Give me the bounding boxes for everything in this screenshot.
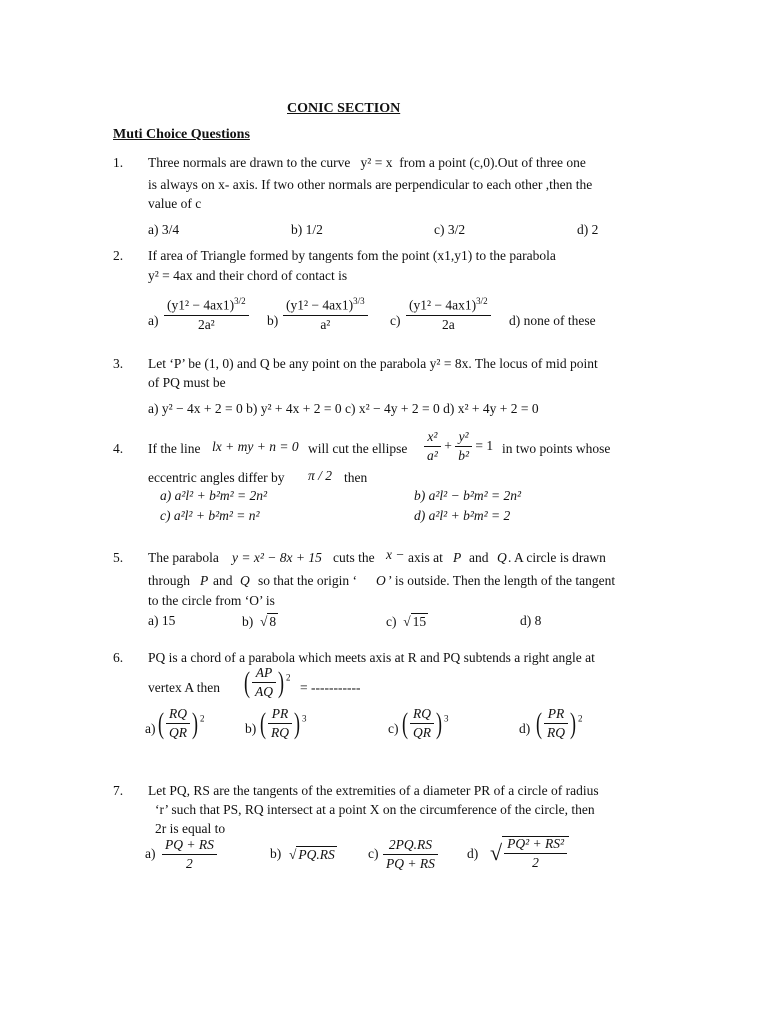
numerator: 2PQ.RS: [383, 838, 438, 855]
exponent: 2: [578, 713, 583, 724]
option-d-label: d): [519, 721, 531, 736]
question-text-line: value of c: [148, 196, 202, 211]
option-b-formula: √ PQ.RS: [289, 847, 335, 862]
option-a-label: a): [145, 721, 156, 736]
fraction: [424, 430, 441, 463]
equation-part: = 1: [475, 437, 494, 453]
question-text-part: ’ is outside. Then the length of the tangent: [388, 573, 616, 588]
point-p: P: [453, 550, 462, 565]
numerator: RQ: [410, 707, 434, 724]
option-c-formula: [406, 297, 491, 332]
option-c: c) 3/2: [434, 222, 466, 237]
option-c-formula: [383, 838, 438, 871]
exponent: 3: [302, 713, 307, 724]
fraction: [283, 297, 368, 332]
ellipse-equation: $\frac{\text{x²}}{\text{a²}}$ + $\frac{\text{y²}}{\text{b²}}$ = 1: [424, 430, 493, 463]
question-text-part: through: [148, 573, 190, 588]
question-text-part: The parabola: [148, 550, 219, 565]
denominator: 2a: [441, 316, 455, 332]
option-a-label: a): [145, 846, 156, 861]
question-text-part: in two points whose: [502, 441, 611, 456]
question-text-line: 2r is equal to: [155, 821, 226, 836]
question-text-line: Let ‘P’ be (1, 0) and Q be any point on the parabola y² = 8x. The locus of mid point: [148, 356, 598, 371]
question-text-part: Three normals are drawn to the curve: [148, 155, 351, 170]
option-c-label: c): [390, 313, 401, 328]
numerator: (y1² − 4ax1): [286, 297, 354, 313]
option-a: a) a²l² + b²m² = 2n²: [160, 488, 268, 503]
question-text-part: will cut the ellipse: [308, 441, 408, 456]
exponent: 2: [200, 713, 205, 724]
fraction: [544, 707, 568, 740]
option-d-label: d): [467, 846, 479, 861]
fraction: [166, 707, 190, 740]
point-q: Q: [497, 550, 507, 565]
question-text-part: vertex A then: [148, 680, 220, 695]
question-number: 4.: [113, 441, 124, 456]
equation: lx + my + n = 0: [212, 439, 299, 454]
option-b-label: b): [267, 313, 279, 328]
question-text-line: y² = 4ax and their chord of contact is: [148, 268, 348, 283]
option-b-label: b): [270, 846, 282, 861]
section-subtitle: Muti Choice Questions: [113, 127, 250, 142]
option-label: b): [242, 614, 254, 629]
option-a: a) 15: [148, 613, 176, 628]
option-b: b) a²l² − b²m² = 2n²: [414, 488, 522, 503]
denominator: a²: [427, 448, 438, 464]
question-number: 6.: [113, 650, 124, 665]
question-text: [148, 155, 586, 171]
fraction: [164, 297, 249, 332]
numerator: RQ: [166, 707, 190, 724]
radicand: PQ.RS: [298, 847, 335, 862]
question-text-line: ‘r’ such that PS, RQ intersect at a point X on the circumference of the circle, then: [155, 802, 595, 817]
question-text-part: If the line: [148, 441, 201, 456]
numerator: y²: [455, 430, 472, 447]
equation: y² = x: [360, 155, 393, 170]
origin-o: O: [376, 573, 386, 588]
question-number: 5.: [113, 550, 124, 565]
point-p: P: [200, 573, 209, 588]
option-d-formula: ( $\frac{PR}{RQ}$ ) $^2$: [536, 706, 583, 741]
option-b: b) √ 8: [242, 614, 277, 629]
fraction: [268, 707, 292, 740]
option-a-formula: ( $\frac{RQ}{QR}$ ) $^2$: [158, 706, 205, 741]
question-text-line: to the circle from ‘O’ is: [148, 593, 275, 608]
question-text-part: . A circle is drawn: [508, 550, 606, 565]
question-text-line: PQ is a chord of a parabola which meets axis at R and PQ subtends a right angle at: [148, 650, 595, 665]
denominator: 2: [186, 856, 193, 872]
option-d: d) a²l² + b²m² = 2: [414, 508, 511, 523]
denominator: RQ: [271, 725, 289, 741]
option-b-formula: ( $\frac{PR}{RQ}$ ) $^3$: [260, 706, 307, 741]
exponent: 3: [444, 713, 449, 724]
numerator: PQ² + RS²: [504, 837, 567, 854]
numerator: PR: [268, 707, 292, 724]
question-text-part: and: [469, 550, 489, 565]
radicand: 8: [269, 614, 277, 629]
exponent: 3/2: [476, 296, 488, 306]
question-text-part: from a point (c,0).Out of three one: [399, 155, 586, 170]
equation: π / 2: [308, 468, 333, 483]
option-d: d) none of these: [509, 313, 596, 328]
question-text-line: of PQ must be: [148, 375, 226, 390]
options-line: a) y² − 4x + 2 = 0 b) y² + 4x + 2 = 0 c) x² − 4y + 2 = 0 d) x² + 4y + 2 = 0: [148, 401, 539, 416]
equation: y = x² − 8x + 15: [232, 550, 322, 565]
equation-blank: = -----------: [300, 680, 361, 695]
question-text-line: is always on x- axis. If two other normals are perpendicular to each other ,then the: [148, 177, 593, 192]
exponent: 3/3: [353, 296, 365, 306]
point-q: Q: [240, 573, 250, 588]
option-d: d) 2: [577, 222, 599, 237]
question-text-part: eccentric angles differ by: [148, 470, 285, 485]
denominator: PQ + RS: [386, 856, 435, 872]
option-c: c) √ 15: [386, 614, 427, 629]
option-a: a) 3/4: [148, 222, 180, 237]
option-a-label: a): [148, 313, 159, 328]
question-text-line: Let PQ, RS are the tangents of the extremities of a diameter PR of a circle of radius: [148, 783, 599, 798]
option-b-label: b): [245, 721, 257, 736]
exponent: 2: [286, 672, 291, 683]
numerator: x²: [424, 430, 441, 447]
fraction: [162, 838, 217, 871]
question-number: 7.: [113, 783, 124, 798]
denominator: 2: [532, 855, 539, 871]
numerator: (y1² − 4ax1): [167, 297, 235, 313]
numerator: PQ + RS: [162, 838, 217, 855]
radicand: 15: [412, 614, 427, 629]
question-text-part: axis at: [408, 550, 443, 565]
fraction: [455, 430, 472, 463]
denominator: 2a²: [197, 316, 215, 332]
exponent: 3/2: [234, 296, 246, 306]
fraction: [502, 836, 569, 870]
fraction: [406, 297, 491, 332]
numerator: AP: [252, 666, 276, 683]
question-number: 2.: [113, 248, 124, 263]
option-c-label: c): [368, 846, 379, 861]
option-d: d) 8: [520, 613, 542, 628]
option-d-formula: √ $\frac{\text{PQ² + RS²}}{2}$: [490, 836, 569, 870]
question-number: 1.: [113, 155, 124, 170]
question-text-part: and: [213, 573, 233, 588]
equation: x −: [386, 547, 405, 562]
numerator: (y1² − 4ax1): [409, 297, 477, 313]
question-number: 3.: [113, 356, 124, 371]
option-b: b) 1/2: [291, 222, 323, 237]
ratio-expression: ( $\frac{AP}{AQ}$ ) $^2$: [244, 665, 291, 700]
option-b-formula: [283, 297, 368, 332]
option-c-label: c): [388, 721, 399, 736]
denominator: AQ: [255, 684, 273, 700]
fraction: [252, 666, 276, 699]
question-text-part: cuts the: [333, 550, 375, 565]
denominator: RQ: [547, 725, 565, 741]
denominator: QR: [413, 725, 431, 741]
page-title: CONIC SECTION: [287, 101, 401, 116]
fraction: [410, 707, 434, 740]
question-text-part: then: [344, 470, 368, 485]
option-c: c) a²l² + b²m² = n²: [160, 508, 260, 523]
question-text-part: so that the origin ‘: [258, 573, 357, 588]
fraction: [383, 838, 438, 871]
option-a-formula: [164, 297, 249, 332]
option-c-formula: ( $\frac{RQ}{QR}$ ) $^3$: [402, 706, 449, 741]
option-a-formula: [162, 838, 217, 871]
numerator: PR: [544, 707, 568, 724]
denominator: b²: [458, 448, 469, 464]
denominator: QR: [169, 725, 187, 741]
option-label: c): [386, 614, 397, 629]
denominator: a²: [320, 316, 331, 332]
question-text-line: If area of Triangle formed by tangents fom the point (x1,y1) to the parabola: [148, 248, 556, 263]
